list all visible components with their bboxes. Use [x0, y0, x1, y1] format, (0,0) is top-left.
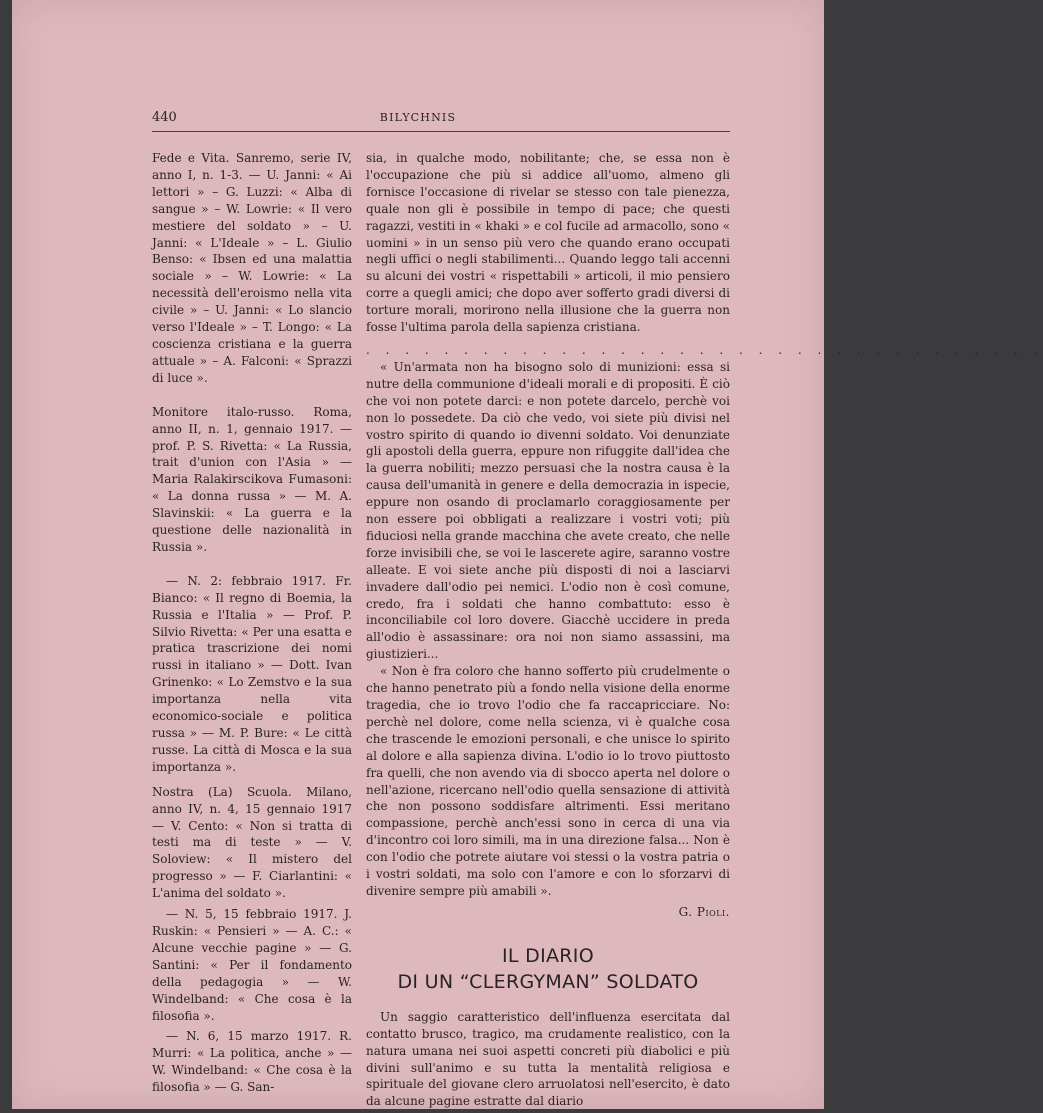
periodical-entry: — N. 6, 15 marzo 1917. R. Murri: « La politica, anche » — W. Windelband: « Che cosa è la filosofia » — G. San- [152, 1029, 352, 1095]
left-column [152, 150, 352, 1113]
periodical-entry: Nostra (La) Scuola. Milano, anno IV, n. 4, 15 gennaio 1917 — V. Cento: « Non si tratta di testi ma di teste » — V. Soloview: « Il mistero del progresso » — F. Ciarlantini: « L'anima del soldato ». [152, 784, 352, 901]
page-number: 440 [152, 110, 177, 125]
header-rule [152, 131, 730, 132]
running-head: BILYCHNIS [379, 111, 457, 124]
letter-paragraph: « Non è fra coloro che hanno sofferto più crudelmente o che hanno penetrato più a fondo nella visione della enorme tragedia, che io trovo l'odio che fa raccapricciare. No: perchè nel dolore, come nella scienza, vi è qualche cosa che trascende le emozioni personali, e che unisce lo spirito al dolore e alla sapienza divina. L'odio io lo trovo piuttosto fra quelli, che non avendo via di sbocco aperta nel dolore o nell'azione, ricercano nell'odio quella sensazione di attività che non possono soddisfare altrimenti. Essi meritano compassione, perchè anch'essi sono in cerca di una via d'incontro coi loro simili, ma in una direzione falsa... Non è con l'odio che potrete aiutare voi stessi o la vostra patria o i vostri soldati, ma solo con l'amore e con lo sforzarvi di divenire sempre più amabili ». [366, 664, 730, 898]
periodical-entry: — N. 2: febbraio 1917. Fr. Bianco: « Il regno di Boemia, la Russia e l'Italia » — Prof. P. Silvio Rivetta: « Per una esatta e pratica trascrizione dei nomi russi in italiano » — Dott. Ivan Grinenko: « Lo Zemstvo e la sua importanza nella vita economico-sociale e politica russa » — M. P. Bure: « Le città russe. La città di Mosca e la sua importanza ». [152, 573, 352, 774]
article-title [366, 943, 730, 995]
author-signature: G. Pioli. [678, 904, 730, 919]
ellipsis-row: . . . . . . . . . . . . . . . . . . . . . . . . . . . . . . . . . . . [366, 342, 1043, 357]
letter-paragraph: sia, in qualche modo, nobilitante; che, se essa non è l'occupazione che più si addice all'uomo, almeno gli fornisce l'occasione di rivelar se stesso con tale pienezza, quale non gli è possibile in tempo di pace; che questi ragazzi, vestiti in « khaki » e col fucile ad armacollo, sono « uomini » in un senso più vero che quando erano occupati negli uffici o negli stabilimenti... Quando leggo tali accenni su alcuni dei vostri « rispettabili » articoli, il mio pensiero corre a quegli amici; che dopo aver sofferto gradi diversi di torture morali, morirono nella illusione che la guerra non fosse l'ultima parola della sapienza cristiana. [366, 151, 730, 335]
article-body: Un saggio caratteristico dell'influenza esercitata dal contatto brusco, tragico, ma crudamente realistico, con la natura umana nei suoi aspetti concreti più diabolici e più divini sull'animo e su tutta la mentalità religiosa e spirituale del giovane clero arruolatosi nell'esercito, è dato da alcune pagine estratte dal diario [366, 1009, 730, 1109]
periodical-entry: Fede e Vita. Sanremo, serie IV, anno I, n. 1-3. — U. Janni: « Ai lettori » – G. Luzzi: « Alba di sangue » – W. Lowrie: « Il vero mestiere del soldato » – U. Janni: « L'Ideale » – L. Giulio Benso: « Ibsen ed una malattia sociale » – W. Lowrie: « La necessità dell'eroismo nella vita civile » – U. Janni: « Lo slancio verso l'Ideale » – T. Longo: « La coscienza cristiana e la guerra attuale » – A. Falconi: « Sprazzi di luce ». [152, 151, 352, 385]
book-page [12, 0, 1043, 1109]
article-title-line: IL DIARIO [502, 944, 594, 967]
periodical-entry: — N. 5, 15 febbraio 1917. J. Ruskin: « Pensieri » — A. C.: « Alcune vecchie pagine » — G. Santini: « Per il fondamento della pedagogia » — W. Windelband: « Che cosa è la filosofia ». [152, 907, 352, 1023]
right-column [366, 150, 1043, 1110]
periodical-entry: Monitore italo-russo. Roma, anno II, n. 1, gennaio 1917. — prof. P. S. Rivetta: « La Russia, trait d'union con l'Asia » — Maria Ralakirscikova Fumasoni: « La donna russa » — M. A. Slavinskii: « La guerra e la questione delle nazionalità in Russia ». [152, 404, 352, 554]
letter-paragraph: « Un'armata non ha bisogno solo di munizioni: essa si nutre della communione d'ideali morali e di propositi. È ciò che voi non potete darci: e non potete darcelo, perchè voi non lo possedete. Da ciò che vedo, voi siete più divisi nel vostro spirito di quando io divenni soldato. Voi denunziate gli apostoli della guerra, eppure non rifuggite dall'idea che la guerra nobiliti; mezzo persuasi che la nostra causa è la causa dell'umanità in genere e della democrazia in ispecie, eppure non osando di proclamarlo coraggiosamente per non essere poi obbligati a realizzare i vostri voti; più fiduciosi nella grande macchina che avete creato, che nelle forze invisibili che, se voi le lascerete agire, saranno vostre alleate. E voi siete anche più disposti di noi a lasciarvi invadere dall'odio pei nemici. L'odio non è così comune, credo, fra i soldati che hanno combattuto: esso è inconciliabile col loro dovere. Giacchè uccidere in preda all'odio è assassinare: ora noi non siamo assassini, ma giustizieri... [366, 359, 730, 662]
article-title-line: DI UN “CLERGYMAN” SOLDATO [397, 970, 699, 993]
